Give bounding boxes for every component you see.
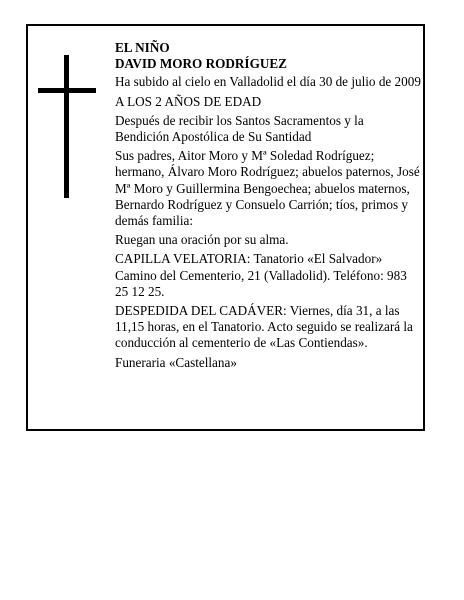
- sacraments-line: Después de recibir los Santos Sacramentos y la Bendición Apostólica de Su Santidad: [115, 112, 364, 145]
- family-list: Sus padres, Aitor Moro y Mª Soledad Rodríguez; hermano, Álvaro Moro Rodríguez; abuelos paternos, José Mª Moro y Guillermina Bengoechea; abuelos maternos, Bernardo Rodríguez y Consuelo Carrión; tíos, primos y demás familia:: [115, 148, 420, 229]
- obituary-heading: EL NIÑO: [115, 40, 170, 55]
- age-line: A LOS 2 AÑOS DE EDAD: [115, 93, 262, 109]
- farewell-info: DESPEDIDA DEL CADÁVER: Viernes, día 31, a las 11,15 horas, en el Tanatorio. Acto seguido se realizará la conducción al cementerio de «Las Contiendas».: [115, 303, 413, 351]
- cross-horizontal-bar: [38, 88, 96, 93]
- chapel-info: CAPILLA VELATORIA: Tanatorio «El Salvador» Camino del Cementerio, 21 (Valladolid). Teléfono: 983 25 12 25.: [115, 251, 407, 299]
- funeral-home: Funeraria «Castellana»: [115, 354, 237, 370]
- death-statement: Ha subido al cielo en Valladolid el día 30 de julio de 2009: [115, 74, 421, 90]
- cross-vertical-bar: [64, 55, 69, 198]
- latin-cross-icon: [38, 55, 96, 198]
- deceased-name: DAVID MORO RODRÍGUEZ: [115, 56, 287, 72]
- prayer-request: Ruegan una oración por su alma.: [115, 232, 289, 248]
- obituary-text: [115, 40, 421, 374]
- obituary-notice: [26, 24, 425, 431]
